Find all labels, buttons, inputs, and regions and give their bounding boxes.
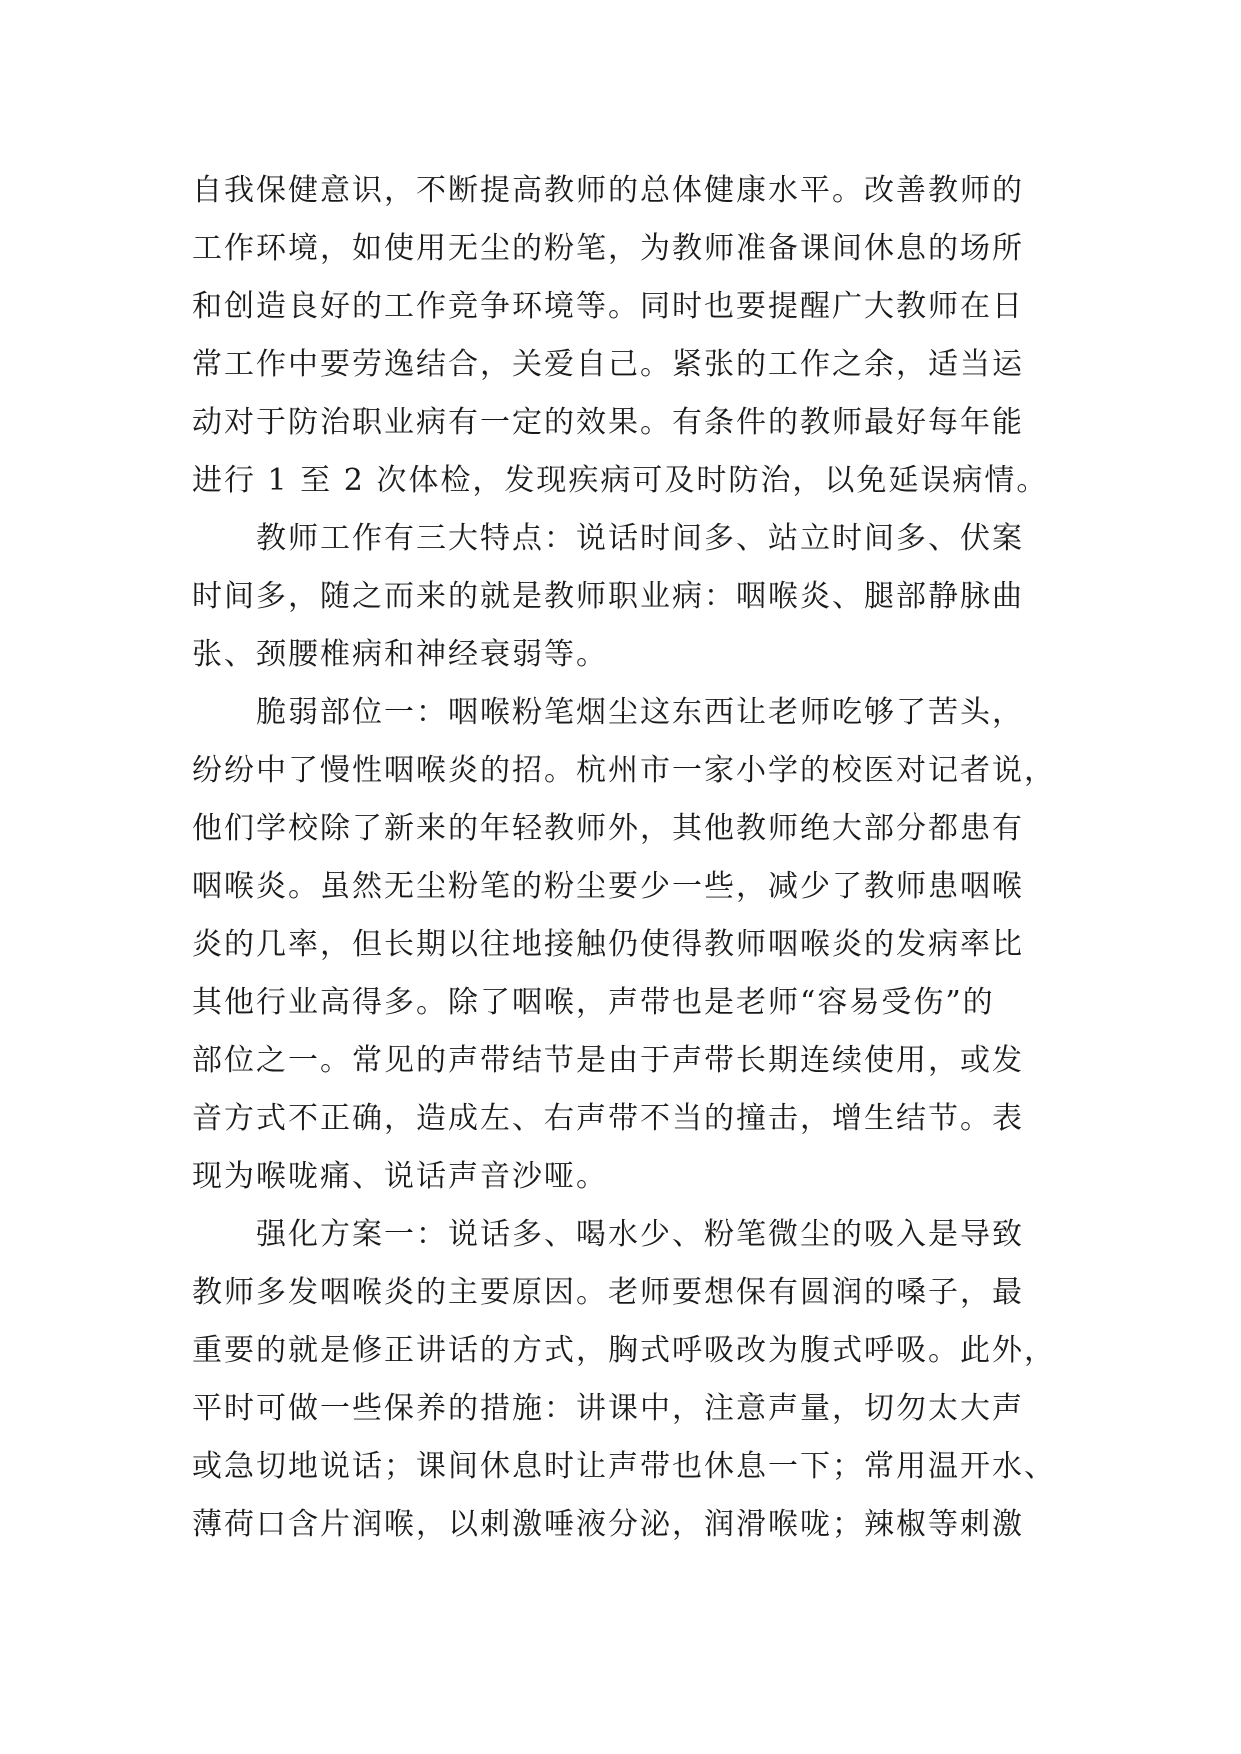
text-line-6: 进行 1 至 2 次体检，发现疾病可及时防治，以免延误病情。 bbox=[192, 463, 1049, 498]
text-line-16: 部位之一。常见的声带结节是由于声带长期连续使用，或发 bbox=[192, 1043, 1024, 1078]
text-line-12: 他们学校除了新来的年轻教师外，其他教师绝大部分都患有 bbox=[192, 811, 1024, 846]
text-line-15: 其他行业高得多。除了咽喉，声带也是老师“容易受伤”的 bbox=[192, 985, 995, 1020]
text-line-11: 纷纷中了慢性咽喉炎的招。杭州市一家小学的校医对记者说， bbox=[192, 753, 1056, 788]
text-line-3: 和创造良好的工作竞争环境等。同时也要提醒广大教师在日 bbox=[192, 289, 1024, 324]
text-line-7: 教师工作有三大特点：说话时间多、站立时间多、伏案 bbox=[192, 521, 1024, 556]
text-line-5: 动对于防治职业病有一定的效果。有条件的教师最好每年能 bbox=[192, 405, 1024, 440]
text-line-21: 重要的就是修正讲话的方式，胸式呼吸改为腹式呼吸。此外， bbox=[192, 1333, 1056, 1368]
text-line-22: 平时可做一些保养的措施：讲课中，注意声量，切勿太大声 bbox=[192, 1391, 1024, 1426]
text-line-18: 现为喉咙痛、说话声音沙哑。 bbox=[192, 1159, 608, 1194]
document-page bbox=[192, 162, 1072, 1554]
text-line-17: 音方式不正确，造成左、右声带不当的撞击，增生结节。表 bbox=[192, 1101, 1024, 1136]
text-line-20: 教师多发咽喉炎的主要原因。老师要想保有圆润的嗓子，最 bbox=[192, 1275, 1024, 1310]
text-line-24: 薄荷口含片润喉，以刺激唾液分泌，润滑喉咙；辣椒等刺激 bbox=[192, 1507, 1024, 1542]
text-line-8: 时间多，随之而来的就是教师职业病：咽喉炎、腿部静脉曲 bbox=[192, 579, 1024, 614]
text-line-10: 脆弱部位一：咽喉粉笔烟尘这东西让老师吃够了苦头， bbox=[192, 695, 1024, 730]
text-line-9: 张、颈腰椎病和神经衰弱等。 bbox=[192, 637, 608, 672]
text-line-13: 咽喉炎。虽然无尘粉笔的粉尘要少一些，减少了教师患咽喉 bbox=[192, 869, 1024, 904]
text-line-2: 工作环境，如使用无尘的粉笔，为教师准备课间休息的场所 bbox=[192, 231, 1024, 266]
text-line-14: 炎的几率，但长期以往地接触仍使得教师咽喉炎的发病率比 bbox=[192, 927, 1024, 962]
text-line-1: 自我保健意识，不断提高教师的总体健康水平。改善教师的 bbox=[192, 173, 1024, 208]
text-line-4: 常工作中要劳逸结合，关爱自己。紧张的工作之余，适当运 bbox=[192, 347, 1024, 382]
text-line-23: 或急切地说话；课间休息时让声带也休息一下；常用温开水、 bbox=[192, 1449, 1056, 1484]
text-line-19: 强化方案一：说话多、喝水少、粉笔微尘的吸入是导致 bbox=[192, 1217, 1024, 1252]
